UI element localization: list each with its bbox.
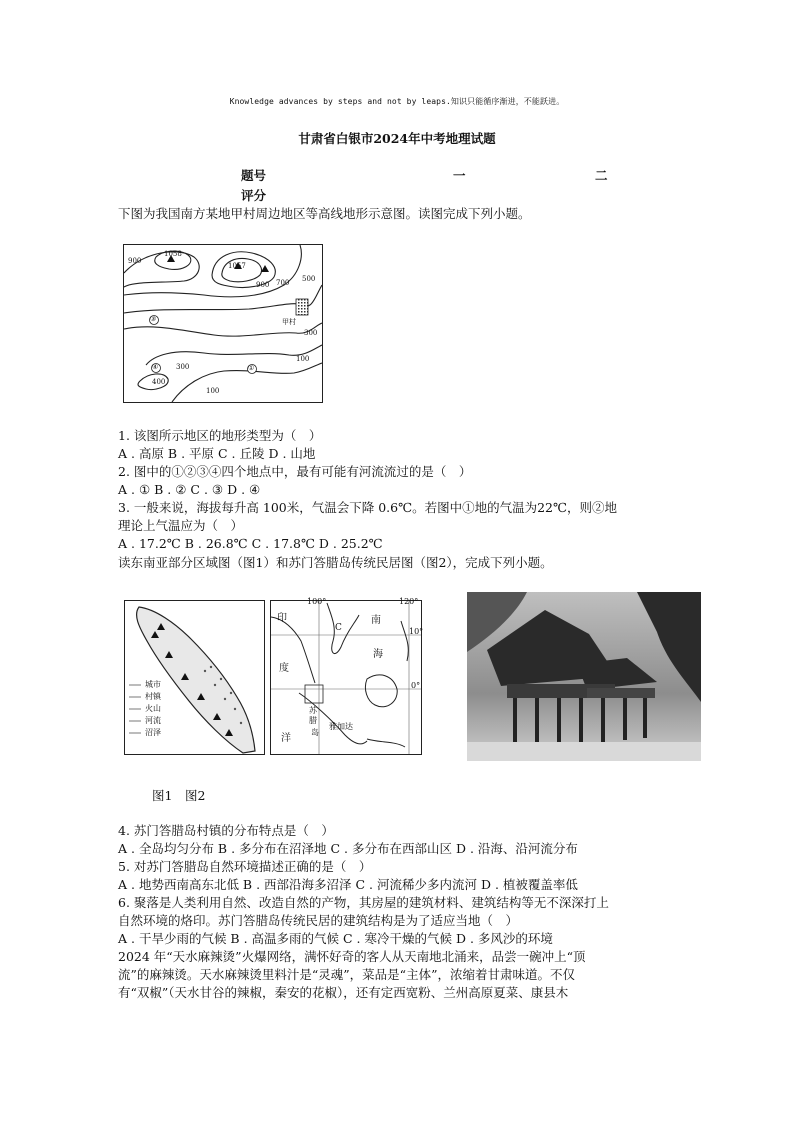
score-header-part1: 一 — [453, 168, 466, 183]
point-label-1: ① — [248, 364, 255, 372]
score-header-label: 题号 — [241, 168, 267, 183]
question-3-options: A . 17.2℃ B . 26.8℃ C . 17.8℃ D . 25.2℃ — [118, 536, 383, 551]
legend-swamp: 沼泽 — [145, 728, 161, 737]
contour-label-900b: 900 — [256, 281, 270, 289]
header-tagline: Knowledge advances by steps and not by leaps.知识只能循序渐进，不能跃进。 — [229, 97, 565, 106]
section3-line2: 流”的麻辣烫。天水麻辣烫里料汁是“灵魂”，菜品是“主体”，浓缩着甘肃味道。不仅 — [118, 967, 575, 982]
question-5: 5. 对苏门答腊岛自然环境描述正确的是（ ） — [118, 859, 372, 874]
question-6-line2: 自然环境的烙印。苏门答腊岛传统民居的建筑结构是为了适应当地（ ） — [118, 913, 519, 928]
island-label-la: 腊 — [309, 716, 317, 725]
lat-0-label: 0° — [411, 681, 421, 690]
legend-volcano: 火山 — [145, 704, 161, 713]
lon-100-label: 100° — [307, 597, 327, 606]
section3-line1: 2024 年“天水麻辣烫”火爆网络，满怀好奇的客人从天南地北涌来，品尝一碗冲上“顶 — [118, 949, 586, 964]
question-1: 1. 该图所示地区的地形类型为（ ） — [118, 428, 322, 443]
question-3-line2: 理论上气温应为（ ） — [118, 518, 244, 533]
point-c-label: C — [335, 623, 342, 633]
jakarta-label: 雅加达 — [329, 722, 353, 731]
lat-10-label: 10° — [409, 627, 424, 636]
sumatra-inset-map — [124, 600, 265, 755]
contour-label-300b: 300 — [176, 363, 190, 371]
section1-intro: 下图为我国南方某地甲村周边地区等高线地形示意图。读图完成下列小题。 — [118, 206, 531, 221]
ocean-label-yin: 印 — [277, 613, 287, 624]
contour-label-500: 500 — [302, 275, 316, 283]
sumatra-legend — [145, 679, 161, 739]
legend-village: 村镇 — [145, 692, 161, 701]
contour-label-900a: 900 — [128, 257, 142, 265]
lon-120-label: 120° — [399, 597, 419, 606]
score-header-part2: 二 — [595, 168, 608, 183]
peak-label-1: 1058 — [164, 250, 182, 258]
ocean-label-du: 度 — [279, 663, 289, 674]
question-4-options: A . 全岛均匀分布 B . 多分布在沼泽地 C . 多分布在西部山区 D . 沿海、沿河流分布 — [118, 841, 578, 856]
question-3-line1: 3. 一般来说，海拔每升高 100米，气温会下降 0.6℃。若图中①地的气温为22℃，则②地 — [118, 500, 617, 515]
island-label-dao: 岛 — [311, 728, 319, 737]
traditional-house-photo — [467, 592, 701, 761]
contour-label-100b: 100 — [206, 387, 220, 395]
sea-label-nan: 南 — [371, 615, 381, 626]
legend-river: 河流 — [145, 716, 161, 725]
point-label-3: ③ — [150, 315, 157, 323]
figure-captions: 图1 图2 — [152, 788, 206, 803]
question-2: 2. 图中的①②③④四个地点中，最有可能有河流流过的是（ ） — [118, 464, 472, 479]
contour-label-100a: 100 — [296, 355, 310, 363]
stilt-house-illustration — [467, 592, 701, 761]
legend-city: 城市 — [145, 680, 161, 689]
question-6-line1: 6. 聚落是人类利用自然、改造自然的产物，其房屋的建筑材料、建筑结构等无不深深打上 — [118, 895, 609, 910]
contour-label-300a: 300 — [304, 329, 318, 337]
southeast-asia-map — [270, 597, 424, 755]
section3-line3: 有“双椒”（天水甘谷的辣椒，秦安的花椒），还有定西宽粉、兰州高原夏菜、康县木 — [118, 985, 569, 1000]
contour-label-700: 700 — [276, 279, 290, 287]
contour-label-400: 400 — [152, 378, 166, 386]
sea-label-hai: 海 — [373, 649, 383, 660]
question-6-options: A . 干旱少雨的气候 B . 高温多雨的气候 C . 寒冷干燥的气候 D . 多风沙的环境 — [118, 931, 553, 946]
island-label-su: 苏 — [309, 706, 317, 715]
page-title: 甘肃省白银市2024年中考地理试题 — [298, 131, 496, 146]
question-4: 4. 苏门答腊岛村镇的分布特点是（ ） — [118, 823, 334, 838]
question-5-options: A . 地势西南高东北低 B . 西部沿海多沼泽 C . 河流稀少多内流河 D . 植被覆盖率低 — [118, 877, 578, 892]
contour-map — [123, 244, 323, 403]
peak-label-2: 1057 — [228, 262, 246, 270]
point-label-4: ④ — [152, 363, 159, 371]
village-label: 甲村 — [282, 318, 296, 326]
question-2-options: A . ① B . ② C . ③ D . ④ — [118, 482, 261, 497]
score-row-label: 评分 — [241, 188, 267, 203]
ocean-label-yang: 洋 — [281, 733, 291, 744]
section2-intro: 读东南亚部分区域图（图1）和苏门答腊岛传统民居图（图2），完成下列小题。 — [118, 555, 553, 570]
question-1-options: A . 高原 B . 平原 C . 丘陵 D . 山地 — [118, 446, 316, 461]
